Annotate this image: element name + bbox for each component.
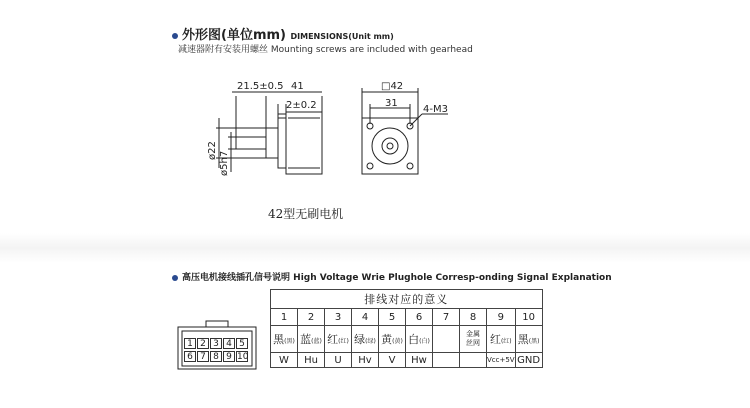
- signal-table: [270, 289, 543, 368]
- pin-number-cell: 5: [379, 309, 406, 326]
- connector-pin: 10: [237, 352, 249, 362]
- connector-pin: 8: [210, 351, 222, 362]
- wire-color-label: 绿: [354, 333, 366, 346]
- dim-phi22: ø22: [207, 141, 218, 160]
- pin-number-cell: 9: [487, 309, 516, 326]
- pin-number-cell: 2: [298, 309, 325, 326]
- pin-number-cell: 1: [271, 309, 298, 326]
- signal-heading: [172, 270, 612, 283]
- wire-color-note: (蓝): [311, 338, 322, 345]
- signal-name-cell: Hu: [298, 353, 325, 368]
- wire-color-cell: [352, 326, 379, 353]
- pin-number-cell: 6: [406, 309, 433, 326]
- signal-title-en: High Voltage Wrie Plughole Corresp-onding Signal Explanation: [293, 273, 612, 283]
- signal-name-cell: Vcc+5V: [487, 353, 516, 368]
- dim-m3: 4-M3: [423, 104, 448, 115]
- mounting-note-cn: 减速器附有安装用螺丝: [178, 45, 269, 55]
- motor-caption: 42型无刷电机: [268, 207, 344, 221]
- motor-front-view: [362, 118, 418, 174]
- dim-21-5: 21.5±0.5: [237, 81, 284, 92]
- wire-color-note: (红): [500, 338, 512, 345]
- wire-color-label: 红: [489, 333, 501, 346]
- dim-phi5: ø5h7: [219, 150, 230, 176]
- wire-color-label: 蓝: [300, 333, 312, 346]
- wire-color-label: 白: [408, 333, 420, 346]
- wire-color-note: (黑): [528, 338, 540, 345]
- wire-color-cell: [515, 326, 542, 353]
- connector-pin: 3: [210, 338, 222, 349]
- dim-41: 41: [291, 81, 304, 92]
- mounting-note-en: Mounting screws are included with gearhead: [270, 45, 473, 55]
- wire-color-cell: [298, 326, 325, 353]
- signal-table-title: 排线对应的意义: [271, 290, 543, 309]
- pin-number-cell: 3: [325, 309, 352, 326]
- dimensions-title-en: DIMENSIONS(Unit mm): [290, 32, 394, 41]
- front-pilot-circle: [372, 128, 408, 164]
- wire-color-note: (黄): [392, 338, 403, 345]
- motor-body-side: [286, 112, 322, 174]
- wire-color-cell: [406, 326, 433, 353]
- connector-pin: 1: [184, 338, 196, 349]
- bullet-dot-icon: [172, 275, 178, 281]
- wire-color-cell: [271, 326, 298, 353]
- signal-name-cell: U: [325, 353, 352, 368]
- connector-pin: 2: [197, 338, 209, 349]
- mount-hole-br: [407, 163, 413, 169]
- connector-pin: 7: [197, 351, 209, 362]
- dim-2: 2±0.2: [286, 100, 317, 111]
- wire-color-note: (白): [419, 338, 430, 345]
- signal-name-cell: Hw: [406, 353, 433, 368]
- connector-pin: 9: [223, 351, 235, 362]
- signal-name-cell: [433, 353, 460, 368]
- pin-number-cell: 7: [433, 309, 460, 326]
- dim-square-42: □42: [381, 81, 404, 92]
- wire-color-note: (红): [338, 338, 349, 345]
- motor-pilot-boss: [266, 128, 278, 158]
- connector-pin: 5: [236, 338, 248, 349]
- motor-front-flange: [278, 118, 286, 168]
- pin-number-cell: 10: [515, 309, 542, 326]
- connector-pin: 6: [184, 351, 196, 362]
- wire-color-cell: [487, 326, 516, 353]
- wire-color-note: (黑): [284, 338, 295, 345]
- signal-name-cell: V: [379, 353, 406, 368]
- signal-name-cell: GND: [515, 353, 542, 368]
- wire-color-cell: [433, 326, 460, 353]
- signal-name-cell: Hv: [352, 353, 379, 368]
- wire-color-cell: [325, 326, 352, 353]
- wire-color-label: 红: [327, 333, 339, 346]
- dim-31: 31: [385, 98, 398, 109]
- mount-hole-bl: [367, 163, 373, 169]
- wire-color-label: 黑: [517, 333, 529, 346]
- dimensions-title-cn: 外形图(单位mm): [182, 28, 286, 43]
- connector-pin-grid: [184, 338, 249, 362]
- signal-title-cn: 高压电机接线插孔信号说明: [182, 273, 291, 283]
- wire-color-label: 黄: [381, 333, 393, 346]
- motor-shaft: [236, 137, 266, 149]
- wire-color-label: 金属 丝网: [466, 330, 480, 347]
- wire-color-cell: [460, 326, 487, 353]
- connector-pin: 4: [223, 338, 235, 349]
- wire-color-note: (绿): [365, 338, 376, 345]
- pin-number-cell: 4: [352, 309, 379, 326]
- pin-number-cell: 8: [460, 309, 487, 326]
- signal-name-cell: W: [271, 353, 298, 368]
- wire-color-label: 黑: [273, 333, 285, 346]
- signal-name-cell: [460, 353, 487, 368]
- wire-color-cell: [379, 326, 406, 353]
